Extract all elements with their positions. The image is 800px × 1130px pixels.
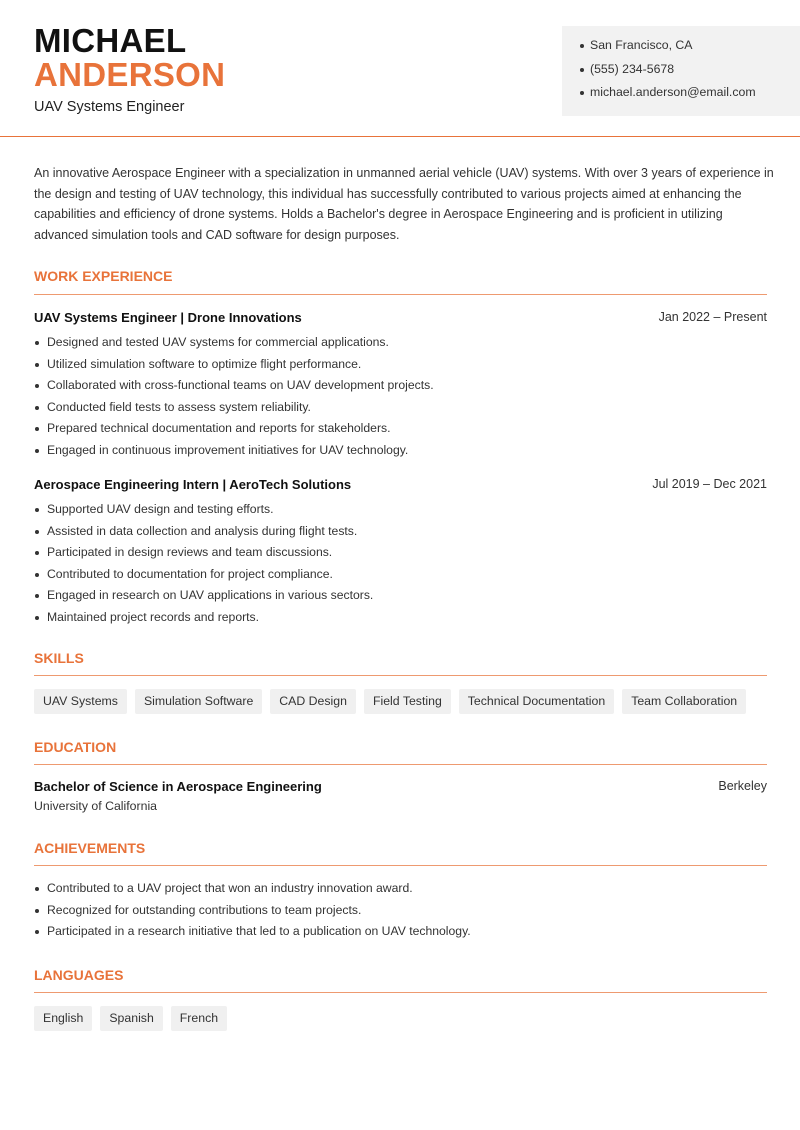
- list-item: Designed and tested UAV systems for commercial applications.: [34, 332, 434, 354]
- job-role: UAV Systems Engineer | Drone Innovations: [34, 310, 302, 325]
- skills-tags: [34, 689, 746, 714]
- section-title-work: WORK EXPERIENCE: [34, 268, 173, 284]
- section-divider: [34, 675, 767, 676]
- job-date: Jul 2019 – Dec 2021: [652, 477, 767, 491]
- contact-box: [562, 26, 800, 116]
- education-school: University of California: [34, 799, 158, 813]
- list-item: Supported UAV design and testing efforts.: [34, 499, 373, 521]
- job-header: [34, 310, 767, 325]
- list-item: Recognized for outstanding contributions to team projects.: [34, 900, 471, 922]
- summary-paragraph: An innovative Aerospace Engineer with a specialization in unmanned aerial vehicle (UAV) systems. With over 3 years of experience in the design and testing of UAV technology, this individual has successfully contributed to various projects aimed at enhancing the capabilities and efficiency of drone systems. Holds a Bachelor's degree in Aerospace Engineering and is proficient in utilizing advanced simulation tools and CAD software for design purposes.: [34, 166, 774, 242]
- first-name: MICHAEL: [34, 22, 187, 59]
- job-title: UAV Systems Engineer: [34, 99, 185, 115]
- education-degree: Bachelor of Science in Aerospace Engineering: [34, 779, 322, 794]
- section-divider: [34, 865, 767, 866]
- list-item: Maintained project records and reports.: [34, 607, 373, 629]
- skill-tag: Simulation Software: [135, 689, 262, 714]
- education-location: Berkeley: [718, 779, 767, 793]
- section-title-education: EDUCATION: [34, 739, 117, 755]
- skill-tag: CAD Design: [270, 689, 356, 714]
- language-tag: Spanish: [100, 1006, 162, 1031]
- section-title-achievements: ACHIEVEMENTS: [34, 840, 146, 856]
- language-tag: French: [171, 1006, 227, 1031]
- list-item: Prepared technical documentation and reports for stakeholders.: [34, 418, 434, 440]
- list-item: Assisted in data collection and analysis during flight tests.: [34, 521, 373, 543]
- language-tag: English: [34, 1006, 92, 1031]
- contact-email[interactable]: michael.anderson@email.com: [580, 81, 800, 105]
- job-bullets: [34, 499, 373, 628]
- list-item: Participated in design reviews and team discussions.: [34, 542, 373, 564]
- section-title-skills: SKILLS: [34, 650, 84, 666]
- resume-header: [0, 0, 800, 137]
- language-tags: [34, 1006, 227, 1031]
- skill-tag: Technical Documentation: [459, 689, 614, 714]
- list-item: Participated in a research initiative that led to a publication on UAV technology.: [34, 921, 471, 943]
- skill-tag: UAV Systems: [34, 689, 127, 714]
- skill-tag: Field Testing: [364, 689, 451, 714]
- achievement-bullets: [34, 878, 471, 943]
- list-item: Contributed to documentation for project compliance.: [34, 564, 373, 586]
- section-title-languages: LANGUAGES: [34, 967, 124, 983]
- section-divider: [34, 992, 767, 993]
- list-item: Collaborated with cross-functional teams on UAV development projects.: [34, 375, 434, 397]
- contact-location: San Francisco, CA: [580, 34, 800, 58]
- job-bullets: [34, 332, 434, 461]
- section-divider: [34, 764, 767, 765]
- list-item: Utilized simulation software to optimize flight performance.: [34, 354, 434, 376]
- section-divider: [34, 294, 767, 295]
- last-name: ANDERSON: [34, 56, 226, 93]
- list-item: Engaged in continuous improvement initiatives for UAV technology.: [34, 440, 434, 462]
- contact-phone: (555) 234-5678: [580, 58, 800, 82]
- list-item: Contributed to a UAV project that won an industry innovation award.: [34, 878, 471, 900]
- job-header: [34, 477, 767, 492]
- list-item: Engaged in research on UAV applications in various sectors.: [34, 585, 373, 607]
- job-date: Jan 2022 – Present: [658, 310, 767, 324]
- job-role: Aerospace Engineering Intern | AeroTech Solutions: [34, 477, 352, 492]
- list-item: Conducted field tests to assess system reliability.: [34, 397, 434, 419]
- skill-tag: Team Collaboration: [622, 689, 746, 714]
